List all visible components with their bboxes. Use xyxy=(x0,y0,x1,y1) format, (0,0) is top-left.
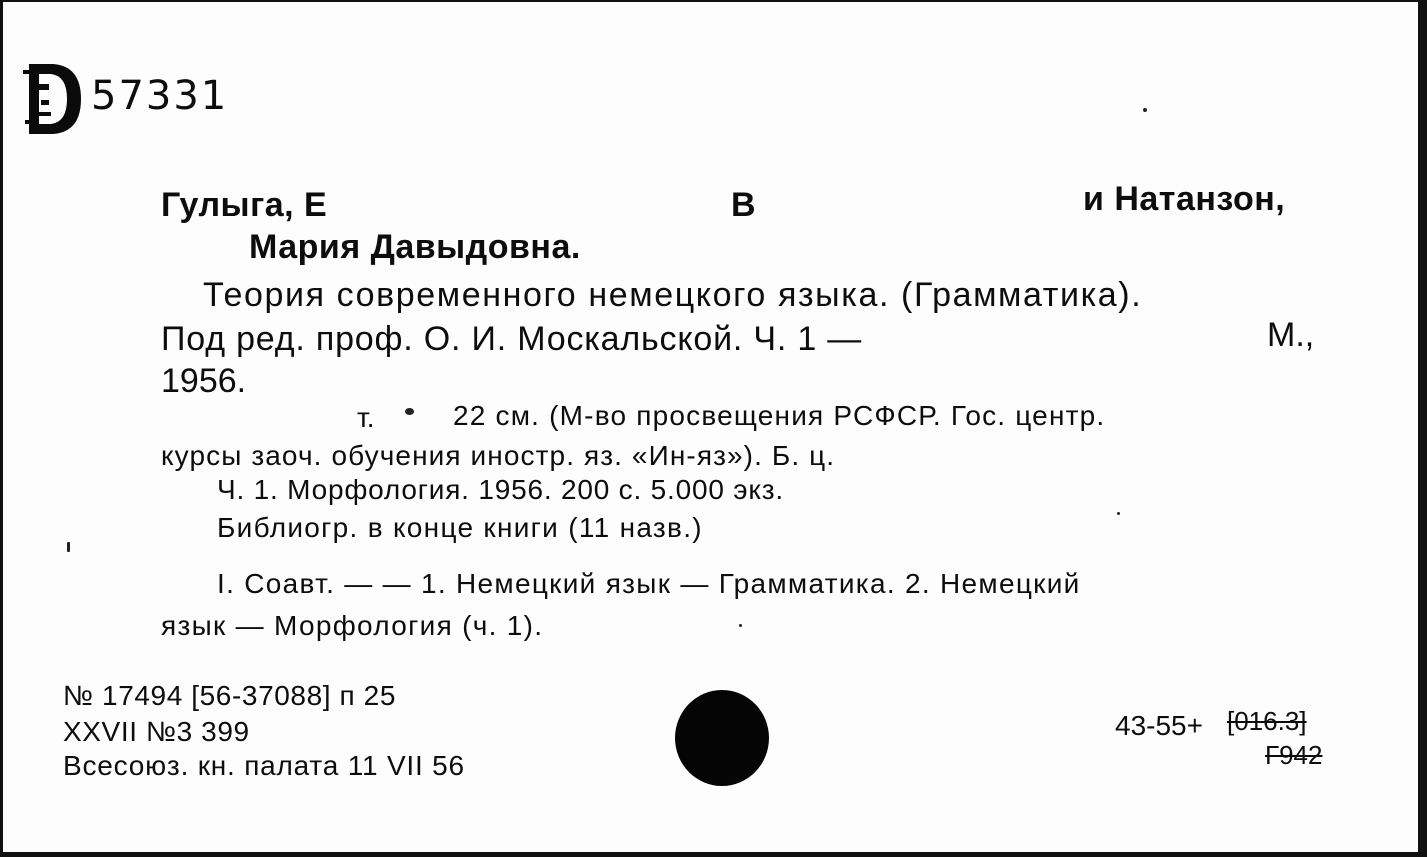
author-initial: В xyxy=(731,186,756,224)
classification-struck-code: [016.3] xyxy=(1227,706,1307,736)
punch-hole xyxy=(675,690,769,786)
accession-stamp xyxy=(23,60,263,140)
imprint-line-2: XXVII №3 399 xyxy=(63,716,250,747)
accession-number: 57331 xyxy=(91,73,229,119)
author-surname: Гулыга, Е xyxy=(161,186,328,224)
tracings-line-2: язык — Морфология (ч. 1). xyxy=(161,610,544,641)
title-line-1: Теория современного немецкого языка. (Грамматика). xyxy=(203,276,1143,314)
collation-volumes: т. xyxy=(357,402,375,433)
ink-speck xyxy=(1143,108,1147,112)
classification-code: 43-55+ xyxy=(1115,710,1203,741)
imprint-line-1: № 17494 [56-37088] п 25 xyxy=(63,680,397,711)
ink-dot xyxy=(405,408,414,415)
classification-struck-code-2: Г942 xyxy=(1265,740,1323,770)
ink-speck xyxy=(67,542,70,552)
imprint-line-3: Всесоюз. кн. палата 11 VII 56 xyxy=(63,750,465,781)
bibliography-note: Библиогр. в конце книги (11 назв.) xyxy=(217,512,703,543)
coauthor-name: Мария Давыдовна. xyxy=(249,228,581,266)
coauthor-surname: и Натанзон, xyxy=(1083,180,1286,218)
part-note: Ч. 1. Морфология. 1956. 200 с. 5.000 экз. xyxy=(217,474,784,505)
publication-year: 1956. xyxy=(161,362,247,400)
tracings-line-1: I. Соавт. — — 1. Немецкий язык — Грамматика. 2. Немецкий xyxy=(217,568,1081,599)
collation-line-2: курсы заоч. обучения иностр. яз. «Ин-яз»). Б. ц. xyxy=(161,440,836,471)
stamp-d-icon xyxy=(23,60,85,138)
title-line-2: Под ред. проф. О. И. Москальской. Ч. 1 — xyxy=(161,320,863,358)
collation-line-1: 22 см. (М-во просвещения РСФСР. Гос. центр. xyxy=(453,400,1106,431)
publication-place: М., xyxy=(1267,316,1315,354)
ink-speck xyxy=(739,624,742,627)
ink-speck xyxy=(1117,512,1120,515)
